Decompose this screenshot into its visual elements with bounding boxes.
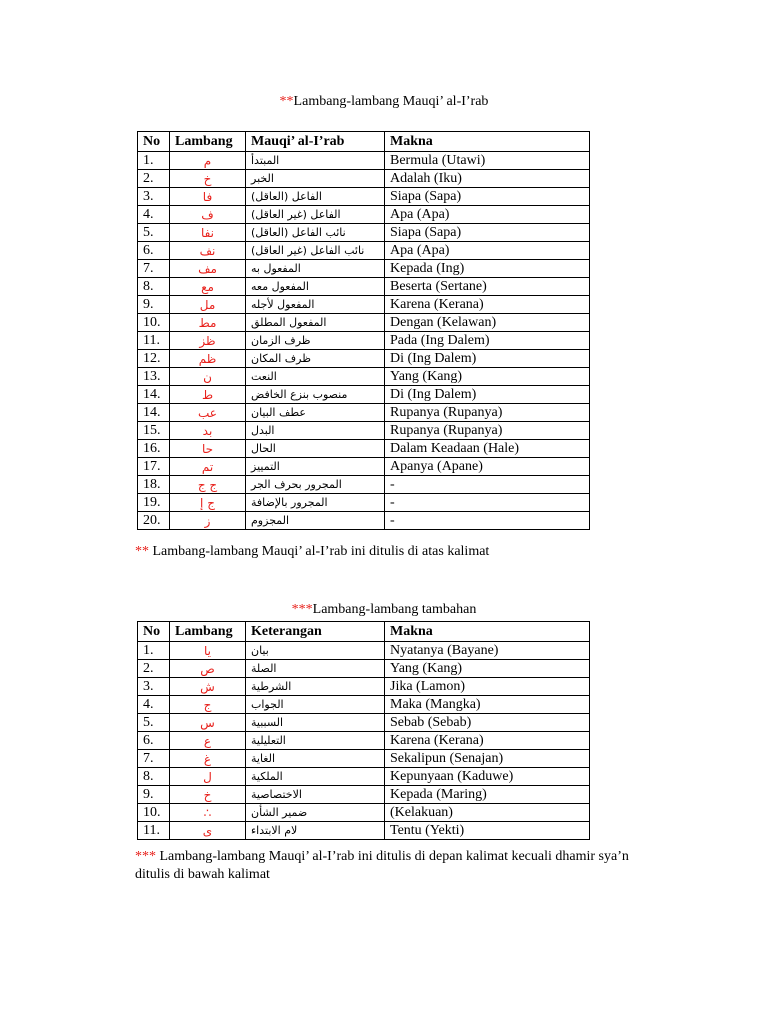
table2-header-keterangan: Keterangan xyxy=(246,622,385,642)
lambang-symbol: م xyxy=(170,152,246,170)
table-row xyxy=(138,278,590,296)
table2-title-stars: *** xyxy=(291,602,313,617)
makna-text: Kepunyaan (Kaduwe) xyxy=(385,768,590,786)
lambang-symbol: حا xyxy=(170,440,246,458)
makna-text: Siapa (Sapa) xyxy=(385,224,590,242)
lambang-symbol: ظز xyxy=(170,332,246,350)
arabic-term: نائب الفاعل (غير العاقل) xyxy=(246,242,385,260)
table-row xyxy=(138,170,590,188)
arabic-term: لام الابتداء xyxy=(246,822,385,840)
arabic-term: الغاية xyxy=(246,750,385,768)
lambang-symbol: ف xyxy=(170,206,246,224)
arabic-term: ظرف الزمان xyxy=(246,332,385,350)
table-row xyxy=(138,512,590,530)
table-row xyxy=(138,786,590,804)
table-row xyxy=(138,642,590,660)
makna-text: Sekalipun (Senajan) xyxy=(385,750,590,768)
table-row xyxy=(138,678,590,696)
table-row xyxy=(138,224,590,242)
arabic-term: الشرطية xyxy=(246,678,385,696)
table-row xyxy=(138,350,590,368)
row-number: 3. xyxy=(138,188,170,206)
table-row xyxy=(138,386,590,404)
table-row xyxy=(138,440,590,458)
makna-text: Di (Ing Dalem) xyxy=(385,386,590,404)
table-row xyxy=(138,804,590,822)
lambang-symbol: بد xyxy=(170,422,246,440)
row-number: 19. xyxy=(138,494,170,512)
arabic-term: الفاعل (غير العاقل) xyxy=(246,206,385,224)
lambang-symbol: يا xyxy=(170,642,246,660)
row-number: 7. xyxy=(138,260,170,278)
table2-title-text: Lambang-lambang tambahan xyxy=(312,602,477,617)
table1-note-text: Lambang-lambang Mauqi’ al-I’rab ini ditulis di atas kalimat xyxy=(149,544,490,559)
makna-text: Rupanya (Rupanya) xyxy=(385,422,590,440)
makna-text: Apa (Apa) xyxy=(385,242,590,260)
makna-text: - xyxy=(385,494,590,512)
table1-header-makna: Makna xyxy=(385,132,590,152)
lambang-symbol: خ xyxy=(170,170,246,188)
makna-text: Beserta (Sertane) xyxy=(385,278,590,296)
arabic-term: الخبر xyxy=(246,170,385,188)
table2-title xyxy=(0,602,768,618)
arabic-term: بيان xyxy=(246,642,385,660)
table-row xyxy=(138,422,590,440)
row-number: 10. xyxy=(138,314,170,332)
row-number: 13. xyxy=(138,368,170,386)
lambang-symbol: ظم xyxy=(170,350,246,368)
arabic-term: الاختصاصية xyxy=(246,786,385,804)
table-row xyxy=(138,732,590,750)
table-row xyxy=(138,714,590,732)
lambang-symbol: ع xyxy=(170,732,246,750)
row-number: 14. xyxy=(138,386,170,404)
arabic-term: التمييز xyxy=(246,458,385,476)
lambang-symbol: س xyxy=(170,714,246,732)
table2-note-line2: ditulis di bawah kalimat xyxy=(135,867,270,882)
table1-header-row xyxy=(138,132,590,152)
row-number: 8. xyxy=(138,768,170,786)
table1-note xyxy=(135,543,489,561)
table-row xyxy=(138,660,590,678)
makna-text: Karena (Kerana) xyxy=(385,732,590,750)
row-number: 6. xyxy=(138,732,170,750)
lambang-symbol: مل xyxy=(170,296,246,314)
row-number: 20. xyxy=(138,512,170,530)
row-number: 17. xyxy=(138,458,170,476)
table-row xyxy=(138,314,590,332)
row-number: 4. xyxy=(138,206,170,224)
table2-note xyxy=(135,848,629,884)
row-number: 2. xyxy=(138,170,170,188)
lambang-symbol: ط xyxy=(170,386,246,404)
makna-text: (Kelakuan) xyxy=(385,804,590,822)
table-row xyxy=(138,458,590,476)
arabic-term: المبتدأ xyxy=(246,152,385,170)
lambang-symbol: مع xyxy=(170,278,246,296)
makna-text: Adalah (Iku) xyxy=(385,170,590,188)
lambang-symbol: نف xyxy=(170,242,246,260)
row-number: 1. xyxy=(138,642,170,660)
arabic-term: المجزوم xyxy=(246,512,385,530)
makna-text: Pada (Ing Dalem) xyxy=(385,332,590,350)
row-number: 1. xyxy=(138,152,170,170)
row-number: 2. xyxy=(138,660,170,678)
lambang-symbol: ج ج xyxy=(170,476,246,494)
table-row xyxy=(138,206,590,224)
arabic-term: الصلة xyxy=(246,660,385,678)
arabic-term: منصوب بنزع الخافض xyxy=(246,386,385,404)
makna-text: Karena (Kerana) xyxy=(385,296,590,314)
table2-header-no: No xyxy=(138,622,170,642)
row-number: 12. xyxy=(138,350,170,368)
lambang-symbol: ل xyxy=(170,768,246,786)
table-row xyxy=(138,332,590,350)
row-number: 8. xyxy=(138,278,170,296)
row-number: 7. xyxy=(138,750,170,768)
arabic-term: عطف البيان xyxy=(246,404,385,422)
arabic-term: المفعول معه xyxy=(246,278,385,296)
arabic-term: المجرور بحرف الجر xyxy=(246,476,385,494)
arabic-term: نائب الفاعل (العاقل) xyxy=(246,224,385,242)
makna-text: Yang (Kang) xyxy=(385,660,590,678)
lambang-symbol: مف xyxy=(170,260,246,278)
makna-text: - xyxy=(385,476,590,494)
table2-note-stars: *** xyxy=(135,849,156,864)
table-row xyxy=(138,368,590,386)
makna-text: Kepada (Maring) xyxy=(385,786,590,804)
makna-text: Bermula (Utawi) xyxy=(385,152,590,170)
row-number: 5. xyxy=(138,224,170,242)
row-number: 18. xyxy=(138,476,170,494)
table-row xyxy=(138,152,590,170)
arabic-term: السببية xyxy=(246,714,385,732)
lambang-symbol: مط xyxy=(170,314,246,332)
arabic-term: المفعول المطلق xyxy=(246,314,385,332)
makna-text: Dalam Keadaan (Hale) xyxy=(385,440,590,458)
row-number: 5. xyxy=(138,714,170,732)
lambang-symbol: عب xyxy=(170,404,246,422)
table-row xyxy=(138,296,590,314)
row-number: 15. xyxy=(138,422,170,440)
makna-text: Jika (Lamon) xyxy=(385,678,590,696)
table2-note-line1: Lambang-lambang Mauqi’ al-I’rab ini ditulis di depan kalimat kecuali dhamir sya’n xyxy=(156,849,629,864)
arabic-term: البدل xyxy=(246,422,385,440)
makna-text: - xyxy=(385,512,590,530)
lambang-symbol: ج إ xyxy=(170,494,246,512)
table1-note-stars: ** xyxy=(135,544,149,559)
arabic-term: ضمير الشأن xyxy=(246,804,385,822)
arabic-term: التعليلية xyxy=(246,732,385,750)
lambang-symbol: ∴ xyxy=(170,804,246,822)
arabic-term: الجواب xyxy=(246,696,385,714)
lambang-symbol: خ xyxy=(170,786,246,804)
table-row xyxy=(138,404,590,422)
row-number: 3. xyxy=(138,678,170,696)
makna-text: Apanya (Apane) xyxy=(385,458,590,476)
table-row xyxy=(138,188,590,206)
makna-text: Kepada (Ing) xyxy=(385,260,590,278)
row-number: 6. xyxy=(138,242,170,260)
table-row xyxy=(138,260,590,278)
row-number: 11. xyxy=(138,332,170,350)
makna-text: Nyatanya (Bayane) xyxy=(385,642,590,660)
table-row xyxy=(138,750,590,768)
table-row xyxy=(138,822,590,840)
makna-text: Dengan (Kelawan) xyxy=(385,314,590,332)
table1-title-text: Lambang-lambang Mauqi’ al-I’rab xyxy=(293,94,489,109)
lambang-symbol: ز xyxy=(170,512,246,530)
table1-header-no: No xyxy=(138,132,170,152)
table2-header-row xyxy=(138,622,590,642)
makna-text: Rupanya (Rupanya) xyxy=(385,404,590,422)
lambang-symbol: فا xyxy=(170,188,246,206)
lambang-symbol: ى xyxy=(170,822,246,840)
row-number: 4. xyxy=(138,696,170,714)
table-row xyxy=(138,476,590,494)
row-number: 14. xyxy=(138,404,170,422)
arabic-term: المفعول لأجله xyxy=(246,296,385,314)
arabic-term: الفاعل (العاقل) xyxy=(246,188,385,206)
lambang-symbol: ش xyxy=(170,678,246,696)
arabic-term: الملكية xyxy=(246,768,385,786)
makna-text: Tentu (Yekti) xyxy=(385,822,590,840)
makna-text: Maka (Mangka) xyxy=(385,696,590,714)
row-number: 11. xyxy=(138,822,170,840)
mauqi-irab-table xyxy=(137,131,590,530)
makna-text: Di (Ing Dalem) xyxy=(385,350,590,368)
table-row xyxy=(138,696,590,714)
arabic-term: الحال xyxy=(246,440,385,458)
makna-text: Yang (Kang) xyxy=(385,368,590,386)
lambang-symbol: ج xyxy=(170,696,246,714)
lambang-symbol: ص xyxy=(170,660,246,678)
arabic-term: ظرف المكان xyxy=(246,350,385,368)
row-number: 10. xyxy=(138,804,170,822)
makna-text: Apa (Apa) xyxy=(385,206,590,224)
table2-header-lambang: Lambang xyxy=(170,622,246,642)
arabic-term: المفعول به xyxy=(246,260,385,278)
table1-title-stars: ** xyxy=(279,94,294,109)
arabic-term: المجرور بالإضافة xyxy=(246,494,385,512)
table1-header-lambang: Lambang xyxy=(170,132,246,152)
lambang-symbol: تم xyxy=(170,458,246,476)
lambang-tambahan-table xyxy=(137,621,590,840)
table-row xyxy=(138,768,590,786)
table1-title xyxy=(0,94,768,110)
row-number: 9. xyxy=(138,296,170,314)
table1-header-mauqi: Mauqi’ al-I’rab xyxy=(246,132,385,152)
arabic-term: النعت xyxy=(246,368,385,386)
lambang-symbol: ن xyxy=(170,368,246,386)
lambang-symbol: نفا xyxy=(170,224,246,242)
row-number: 9. xyxy=(138,786,170,804)
makna-text: Siapa (Sapa) xyxy=(385,188,590,206)
makna-text: Sebab (Sebab) xyxy=(385,714,590,732)
lambang-symbol: غ xyxy=(170,750,246,768)
table-row xyxy=(138,242,590,260)
table-row xyxy=(138,494,590,512)
table2-header-makna: Makna xyxy=(385,622,590,642)
row-number: 16. xyxy=(138,440,170,458)
